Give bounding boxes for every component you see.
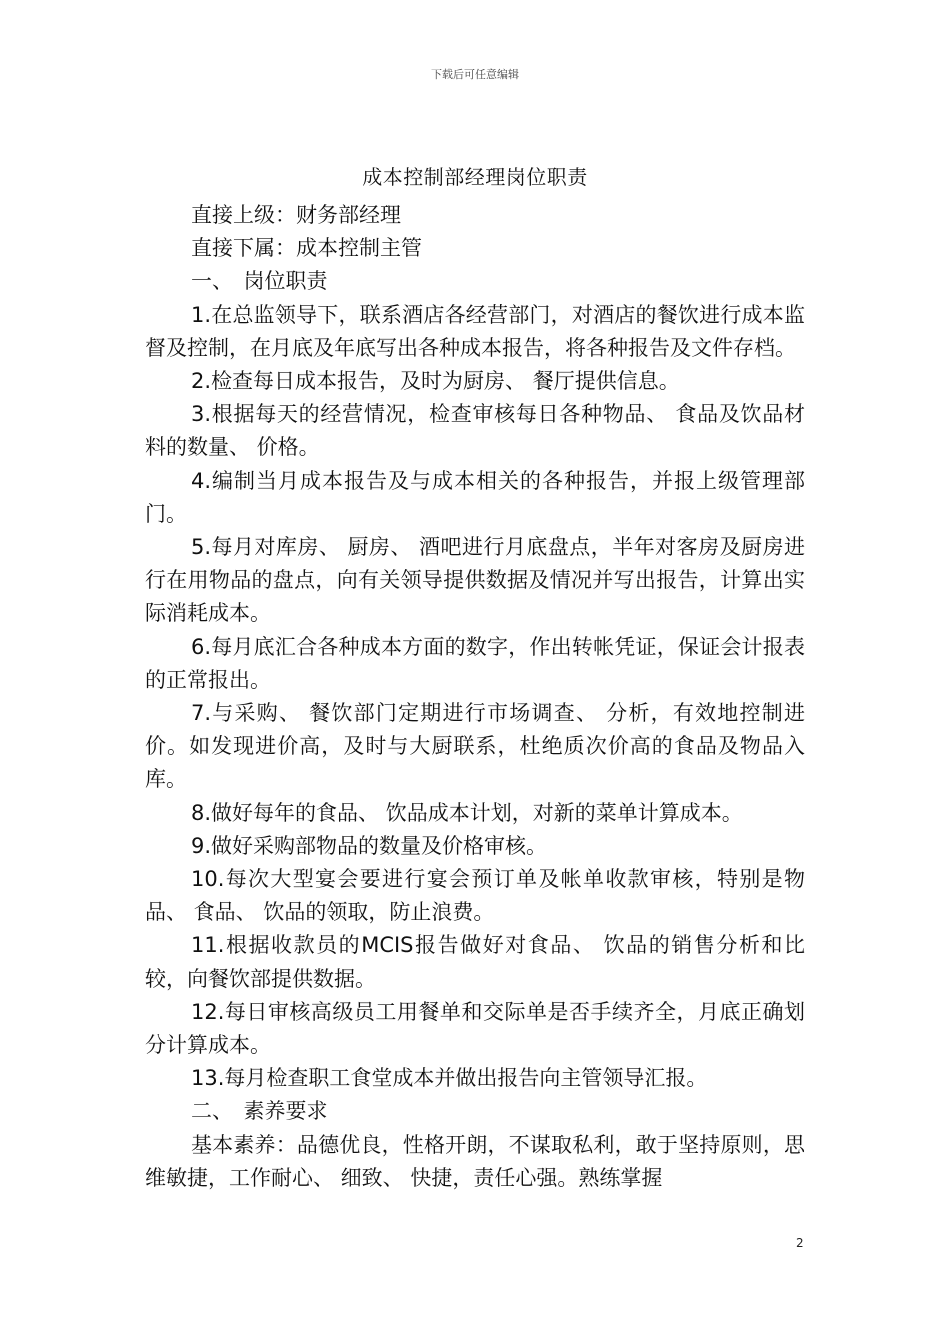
duty-item: 7.与采购、 餐饮部门定期进行市场调查、 分析，有效地控制进价。如发现进价高，及时与大厨联系，杜绝质次价高的食品及物品入库。 [145, 701, 805, 792]
duty-item: 10.每次大型宴会要进行宴会预订单及帐单收款审核，特别是物品、 食品、 饮品的领取，防止浪费。 [145, 867, 805, 925]
duty-item: 5.每月对库房、 厨房、 酒吧进行月底盘点，半年对客房及厨房进行在用物品的盘点，向有关领导提供数据及情况并写出报告，计算出实际消耗成本。 [145, 535, 805, 626]
qualities-paragraph: 基本素养：品德优良，性格开朗，不谋取私利，敢于坚持原则，思维敏捷，工作耐心、 细致、 快捷，责任心强。熟练掌握 [145, 1132, 805, 1190]
duty-item: 13.每月检查职工食堂成本并做出报告向主管领导汇报。 [191, 1066, 708, 1091]
section-heading-qualities: 二、 素养要求 [191, 1099, 328, 1124]
duty-item: 6.每月底汇合各种成本方面的数字，作出转帐凭证，保证会计报表的正常报出。 [145, 634, 805, 692]
page-number: 2 [796, 1236, 804, 1250]
section-heading-duties: 一、 岗位职责 [191, 269, 328, 294]
duty-item: 11.根据收款员的MCIS报告做好对食品、 饮品的销售分析和比较，向餐饮部提供数据。 [145, 933, 805, 991]
duty-item: 4.编制当月成本报告及与成本相关的各种报告，并报上级管理部门。 [145, 468, 805, 526]
header-note: 下载后可任意编辑 [431, 68, 519, 81]
duty-item: 12.每日审核高级员工用餐单和交际单是否手续齐全，月底正确划分计算成本。 [145, 999, 805, 1058]
duty-item: 8.做好每年的食品、 饮品成本计划，对新的菜单计算成本。 [191, 800, 743, 825]
duty-item: 9.做好采购部物品的数量及价格审核。 [191, 833, 548, 858]
superior-line: 直接上级：财务部经理 [191, 203, 401, 227]
subordinate-line: 直接下属：成本控制主管 [191, 236, 422, 261]
document-title: 成本控制部经理岗位职责 [362, 165, 588, 189]
duty-item: 2.检查每日成本报告，及时为厨房、 餐厅提供信息。 [191, 369, 680, 394]
duty-item: 3.根据每天的经营情况，检查审核每日各种物品、 食品及饮品材料的数量、 价格。 [145, 402, 805, 460]
document-body [145, 199, 805, 1195]
duty-item: 1.在总监领导下，联系酒店各经营部门，对酒店的餐饮进行成本监督及控制，在月底及年底写出各种成本报告，将各种报告及文件存档。 [145, 302, 805, 360]
